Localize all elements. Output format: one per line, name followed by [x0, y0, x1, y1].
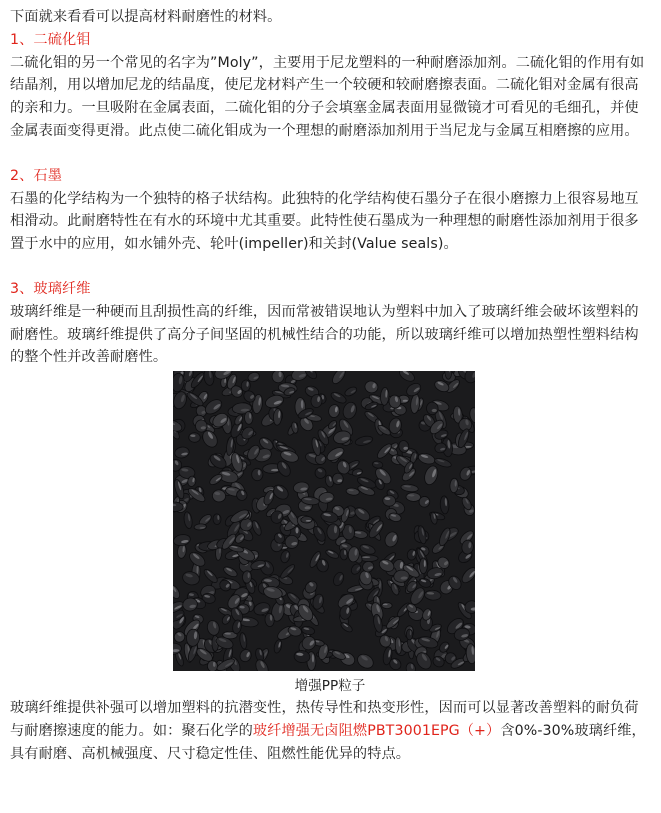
pellets-photo: [173, 371, 475, 671]
section-body-molybdenum: 二硫化钼的另一个常见的名字为”Moly”，主要用于尼龙塑料的一种耐磨添加剂。二硫化钼的作用有如结晶剂，用以增加尼龙的结晶度，使尼龙材料产生一个较硬和较耐磨擦表面。二硫化钼对金属有很高的亲和力。一旦吸附在金属表面，二硫化钼的分子会填塞金属表面用显微镜才可看见的毛细孔，并使金属表面变得更滑。此点使二硫化钼成为一个理想的耐磨添加剂用于当尼龙与金属互相磨擦的应用。: [10, 54, 645, 139]
product-link[interactable]: 玻纤增强无卤阻燃PBT3001EPG（+）: [252, 722, 501, 739]
closing-text-before: 玻璃纤维提供补强可以增加塑料的抗潜变性，热传导性和热变形性，因而可以显著改善塑料的耐负荷与耐磨擦速度的能力。如：聚石化学的: [10, 700, 639, 739]
section-heading-graphite: 2、石墨: [10, 167, 62, 184]
figure-caption: 增强PP粒子: [294, 678, 366, 695]
section-heading-molybdenum: 1、二硫化钼: [10, 31, 91, 48]
closing-text-after: 含0%-30%玻璃纤维，具有耐磨、高机械强度、尺寸稳定性佳、阻燃性能优异的特点。: [10, 722, 646, 762]
pellets-image: [173, 371, 475, 671]
section-body-graphite: 石墨的化学结构为一个独特的格子状结构。此独特的化学结构使石墨分子在很小磨擦力上很容易地互相滑动。此耐磨特性在有水的环境中尤其重要。此特性使石墨成为一种理想的耐磨性添加剂用于很多置于水中的应用，如水铺外壳、轮叶(impeller)和关封(Value seals)。: [10, 190, 639, 253]
intro-text: 下面就来看看可以提高材料耐磨性的材料。: [10, 9, 282, 25]
spacer: [10, 143, 650, 165]
section-body-glass-fiber: 玻璃纤维是一种硬而且刮损性高的纤维，因而常被错误地认为塑料中加入了玻璃纤维会破坏该塑料的耐磨性。玻璃纤维提供了高分子间坚固的机械性结合的功能，所以玻璃纤维可以增加热塑性塑料结构的整个性并改善耐磨性。: [10, 303, 639, 366]
spacer: [10, 256, 650, 278]
closing-paragraph: [10, 697, 650, 765]
section-heading-glass-fiber: 3、玻璃纤维: [10, 280, 91, 297]
article: [10, 6, 650, 766]
